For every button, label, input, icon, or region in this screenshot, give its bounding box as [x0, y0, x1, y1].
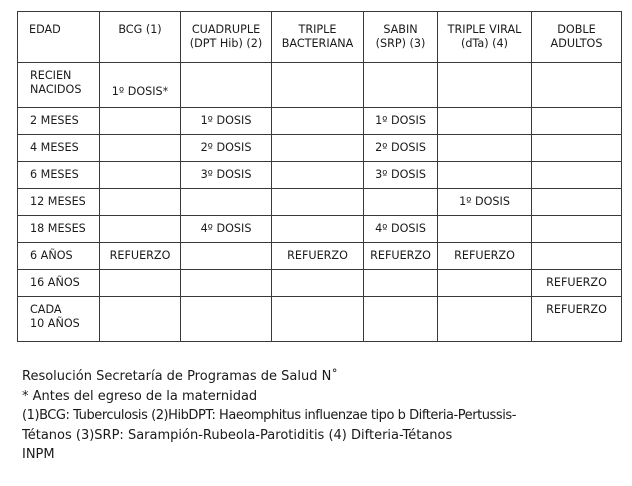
age-cell: 12 MESES — [18, 189, 100, 216]
abbreviations-line-1: (1)BCG: Tuberculosis (2)HibDPT: Haeomphitus influenzae tipo b Difteria-Pertussis- — [22, 408, 516, 423]
dose-cell — [532, 108, 622, 135]
age-cell: 4 MESES — [18, 135, 100, 162]
dose-cell — [364, 270, 438, 297]
dose-cell — [532, 162, 622, 189]
dose-cell — [100, 216, 181, 243]
table-row — [18, 63, 622, 108]
dose-cell — [272, 297, 364, 342]
dose-cell: REFUERZO — [100, 243, 181, 270]
dose-cell — [272, 63, 364, 108]
header-edad: EDAD — [18, 12, 100, 63]
abbreviations-line-2: Tétanos (3)SRP: Sarampión-Rubeola-Parotiditis (4) Difteria-Tétanos — [22, 427, 453, 443]
dose-cell: REFUERZO — [364, 243, 438, 270]
dose-cell — [272, 216, 364, 243]
dose-cell — [364, 297, 438, 342]
table-row — [18, 135, 622, 162]
table-notes — [22, 367, 627, 465]
age-cell: RECIEN NACIDOS — [18, 63, 100, 108]
dose-cell — [532, 135, 622, 162]
table-header-row — [18, 12, 622, 63]
dose-cell: REFUERZO — [272, 243, 364, 270]
dose-cell — [181, 270, 272, 297]
dose-cell: 1º DOSIS — [181, 108, 272, 135]
age-cell: 2 MESES — [18, 108, 100, 135]
dose-cell — [438, 135, 532, 162]
dose-cell: 1º DOSIS — [438, 189, 532, 216]
dose-cell — [181, 243, 272, 270]
dose-cell — [181, 63, 272, 108]
dose-cell — [438, 162, 532, 189]
header-cuadruple: CUADRUPLE (DPT Hib) (2) — [181, 12, 272, 63]
dose-cell: 2º DOSIS — [181, 135, 272, 162]
dose-cell: REFUERZO — [532, 270, 622, 297]
dose-cell — [100, 108, 181, 135]
dose-cell — [438, 216, 532, 243]
dose-cell: 1º DOSIS — [364, 108, 438, 135]
footnote-line: * Antes del egreso de la maternidad — [22, 388, 258, 404]
header-sabin: SABIN (SRP) (3) — [364, 12, 438, 63]
dose-cell — [532, 189, 622, 216]
dose-cell: REFUERZO — [438, 243, 532, 270]
dose-cell — [438, 270, 532, 297]
dose-cell — [181, 297, 272, 342]
age-cell: 6 MESES — [18, 162, 100, 189]
dose-cell: 2º DOSIS — [364, 135, 438, 162]
dose-cell — [100, 135, 181, 162]
dose-cell — [272, 108, 364, 135]
table-row — [18, 189, 622, 216]
dose-cell — [272, 135, 364, 162]
dose-cell — [272, 270, 364, 297]
header-triple-bacteriana: TRIPLE BACTERIANA — [272, 12, 364, 63]
age-cell: 6 AÑOS — [18, 243, 100, 270]
table-row — [18, 216, 622, 243]
dose-cell — [364, 63, 438, 108]
dose-cell: 3º DOSIS — [364, 162, 438, 189]
dose-cell — [532, 243, 622, 270]
age-cell: CADA 10 AÑOS — [18, 297, 100, 342]
resolution-line: Resolución Secretaría de Programas de Salud N˚ — [22, 369, 338, 384]
dose-cell — [181, 189, 272, 216]
header-bcg: BCG (1) — [100, 12, 181, 63]
dose-cell: 4º DOSIS — [364, 216, 438, 243]
dose-cell: 1º DOSIS* — [100, 63, 181, 108]
dose-cell — [532, 216, 622, 243]
dose-cell — [272, 162, 364, 189]
dose-cell — [100, 270, 181, 297]
dose-cell — [438, 63, 532, 108]
dose-cell: 3º DOSIS — [181, 162, 272, 189]
table-row — [18, 162, 622, 189]
table-row — [18, 297, 622, 342]
header-doble-adultos: DOBLE ADULTOS — [532, 12, 622, 63]
table-row — [18, 243, 622, 270]
dose-cell — [100, 162, 181, 189]
dose-cell — [364, 189, 438, 216]
age-cell: 16 AÑOS — [18, 270, 100, 297]
dose-cell — [272, 189, 364, 216]
source-line: INPM — [22, 447, 55, 462]
vaccination-schedule-table — [17, 11, 622, 342]
dose-cell: 4º DOSIS — [181, 216, 272, 243]
table-row — [18, 108, 622, 135]
dose-cell: REFUERZO — [532, 297, 622, 342]
dose-cell — [532, 63, 622, 108]
header-triple-viral: TRIPLE VIRAL (dTa) (4) — [438, 12, 532, 63]
dose-cell — [100, 189, 181, 216]
table-row — [18, 270, 622, 297]
dose-cell — [438, 108, 532, 135]
age-cell: 18 MESES — [18, 216, 100, 243]
dose-cell — [100, 297, 181, 342]
dose-cell — [438, 297, 532, 342]
